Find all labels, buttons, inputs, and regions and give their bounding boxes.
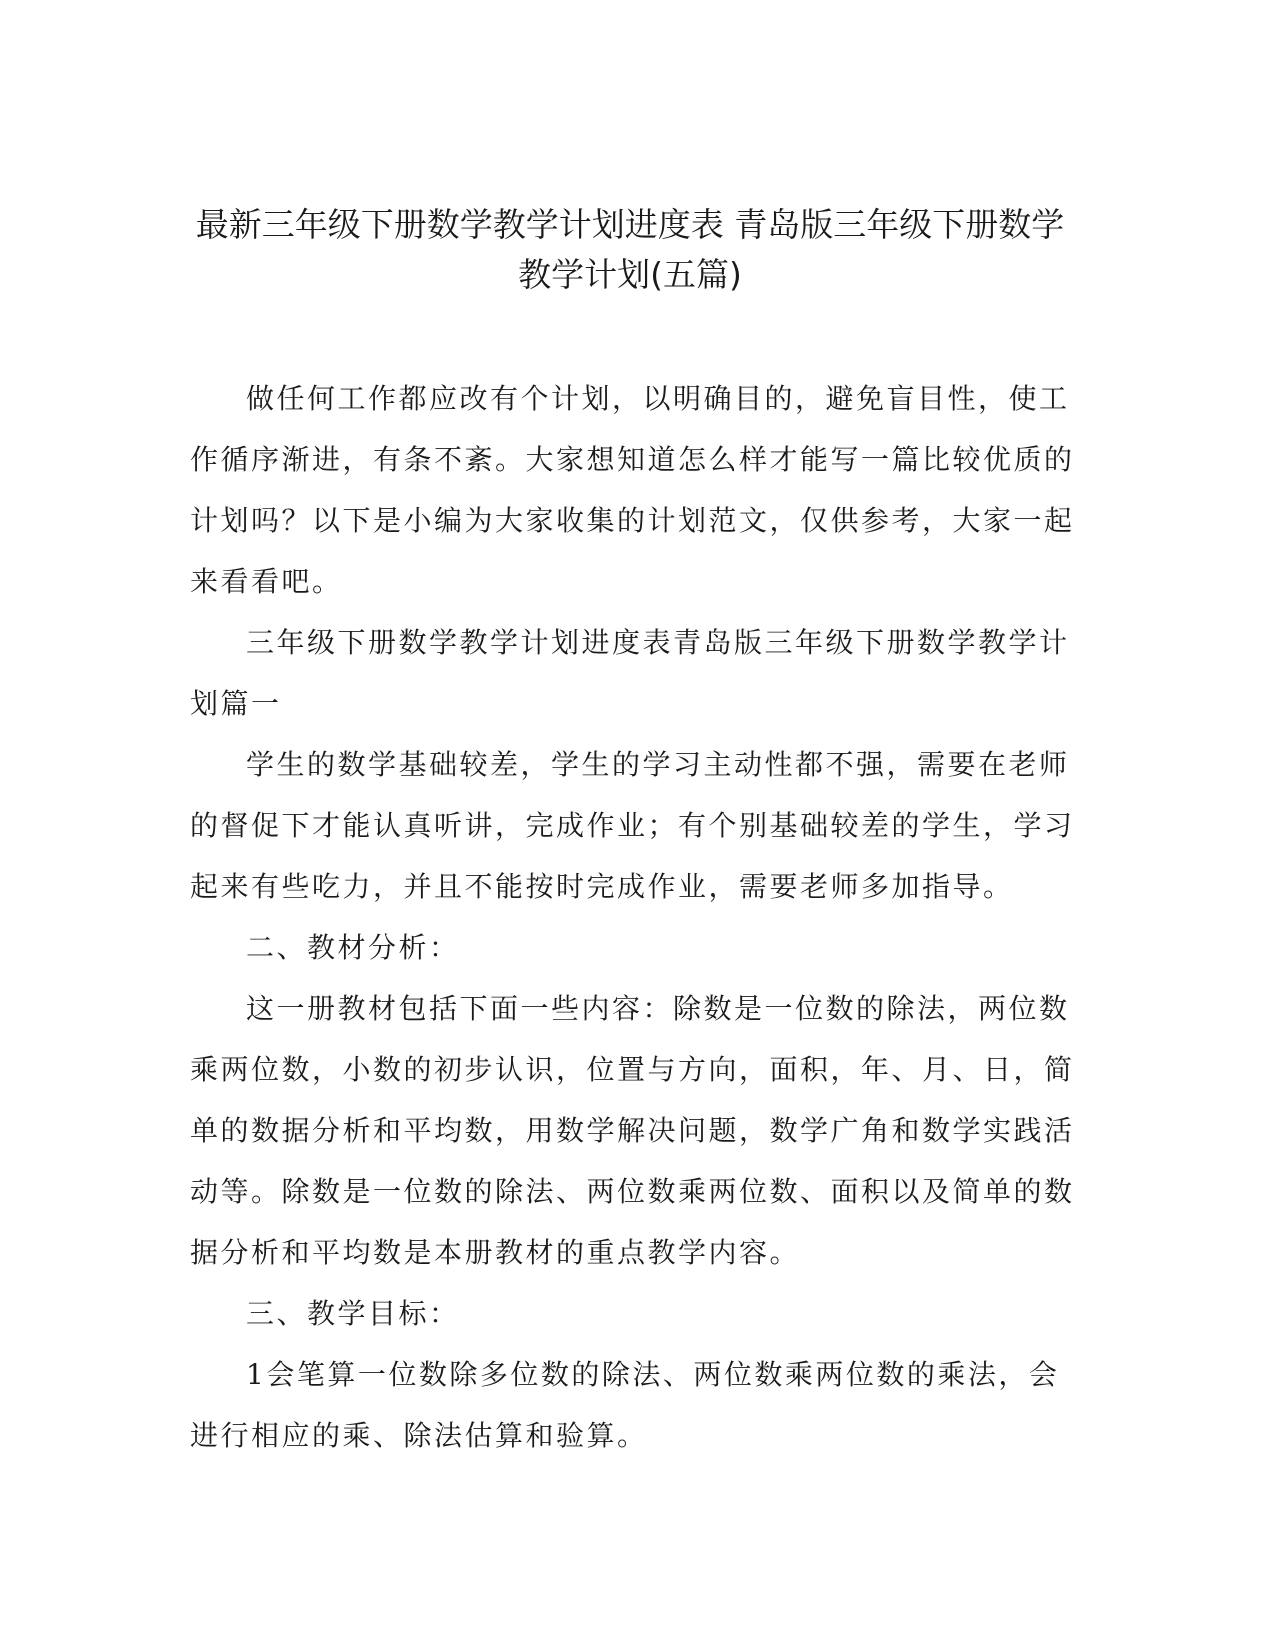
intro-paragraph: 做任何工作都应改有个计划，以明确目的，避免盲目性，使工作循序渐进，有条不紊。大家想知道怎么样才能写一篇比较优质的计划吗？以下是小编为大家收集的计划范文，仅供参考，大家一起来看看吧。 — [190, 382, 1075, 598]
goal-item-1: 1会笔算一位数除多位数的除法、两位数乘两位数的乘法，会进行相应的乘、除法估算和验算。 — [190, 1358, 1060, 1452]
textbook-content-paragraph: 这一册教材包括下面一些内容：除数是一位数的除法，两位数乘两位数，小数的初步认识，位置与方向，面积，年、月、日，简单的数据分析和平均数，用数学解决问题，数学广角和数学实践活动等。除数是一位数的除法、两位数乘两位数、面积以及简单的数据分析和平均数是本册教材的重点教学内容。 — [190, 992, 1075, 1269]
document-title — [180, 200, 1080, 300]
title-line-1: 最新三年级下册数学教学计划进度表 青岛版三年级下册数学 — [195, 205, 1065, 244]
section-heading-teaching-goals: 三、教学目标： — [246, 1297, 460, 1330]
student-analysis-paragraph: 学生的数学基础较差，学生的学习主动性都不强，需要在老师的督促下才能认真听讲，完成作业；有个别基础较差的学生，学习起来有些吃力，并且不能按时完成作业，需要老师多加指导。 — [190, 748, 1075, 903]
section-heading-part-one: 三年级下册数学教学计划进度表青岛版三年级下册数学教学计划篇一 — [190, 626, 1070, 720]
section-heading-textbook-analysis: 二、教材分析： — [246, 931, 460, 964]
title-line-2: 教学计划(五篇) — [518, 255, 742, 294]
document-body — [190, 368, 1080, 1466]
